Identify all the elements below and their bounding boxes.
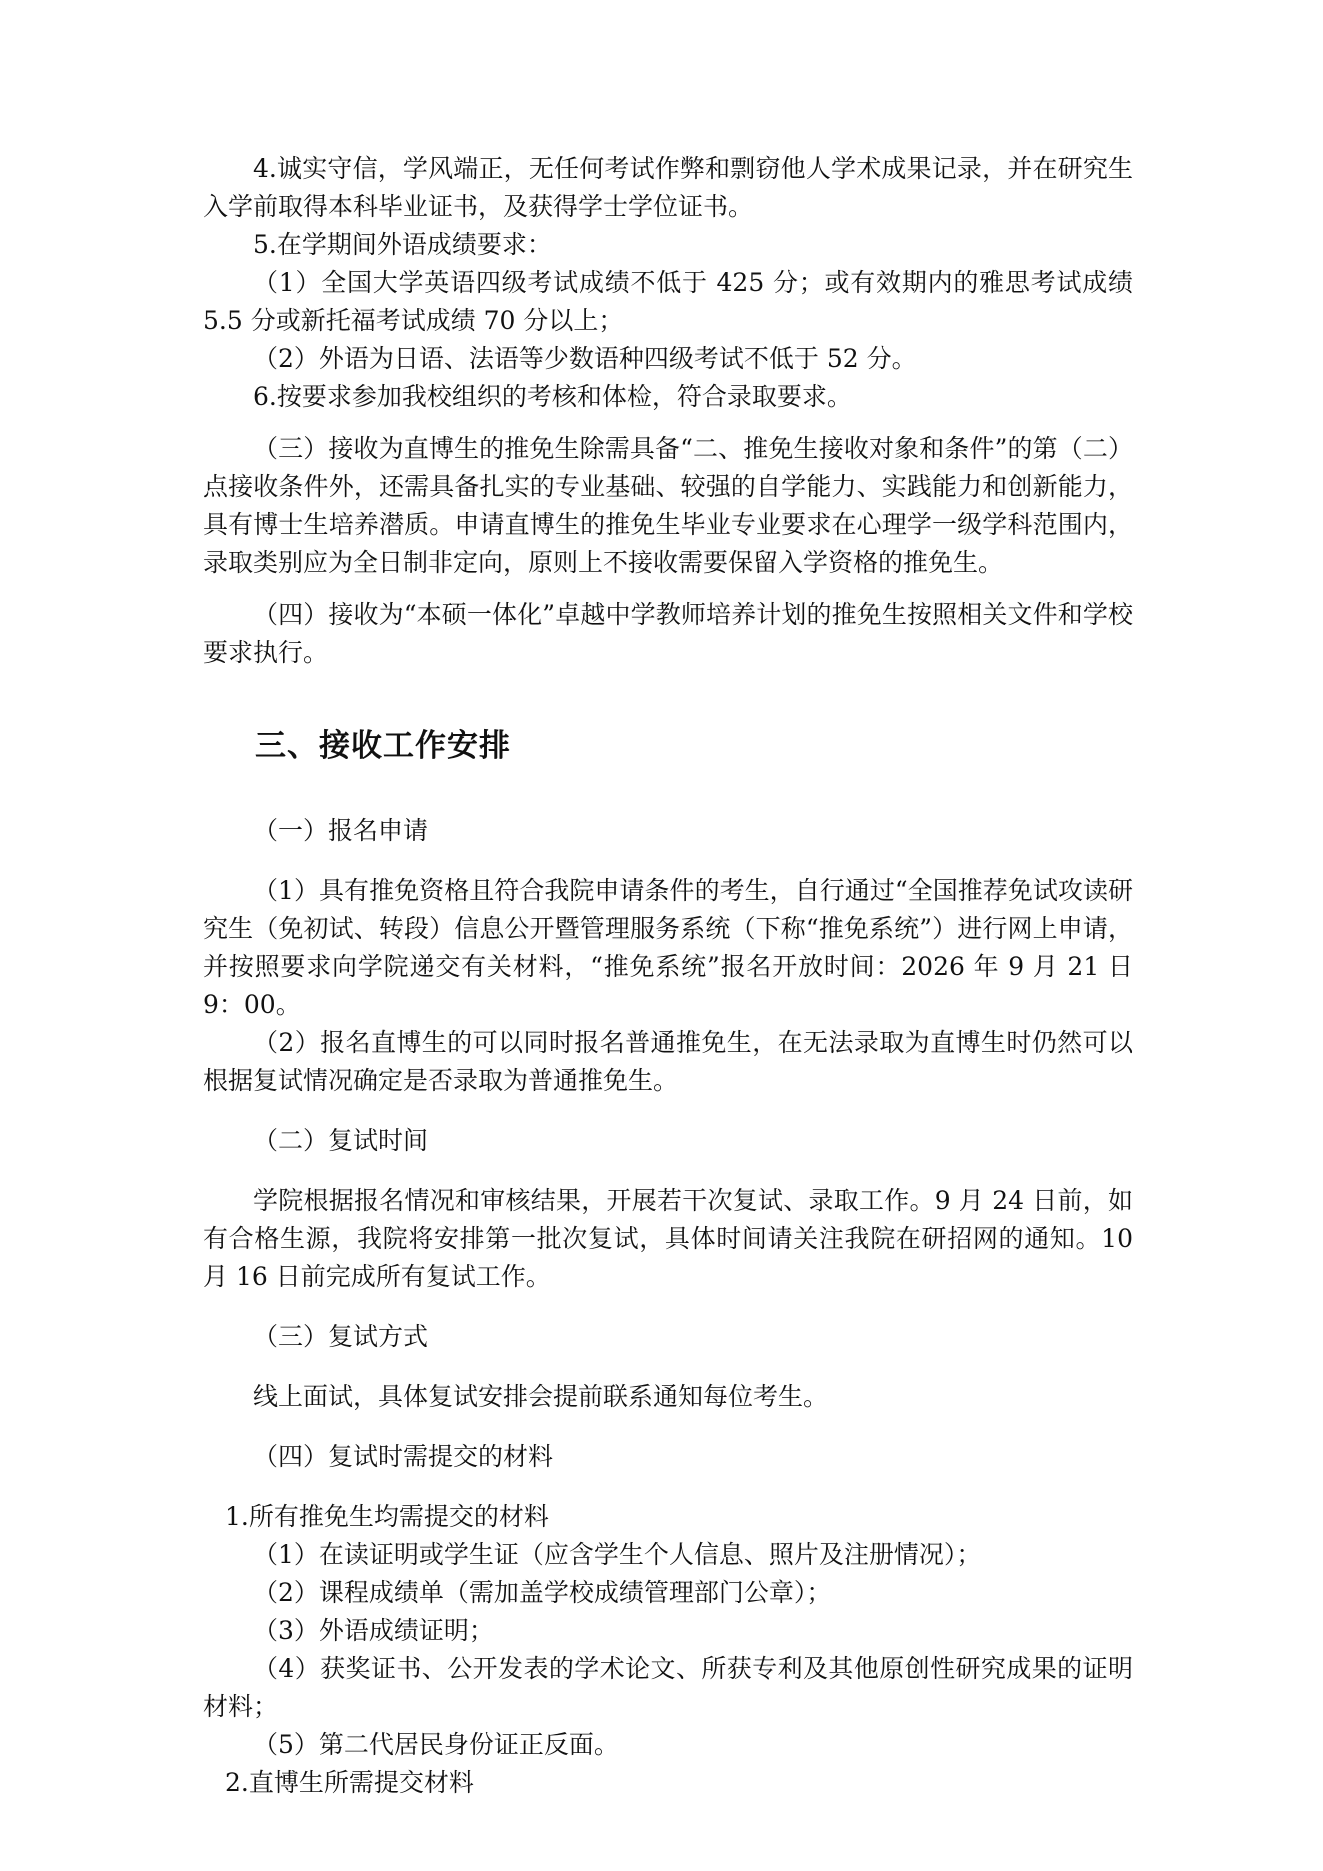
materials-phd-title: 2.直博生所需提交材料 [225, 1768, 474, 1797]
application-paragraph-1: （1）具有推免资格且符合我院申请条件的考生，自行通过“全国推荐免试攻读研究生（免初试、转段）信息公开暨管理服务系统（下称“推免系统”）进行网上申请，并按照要求向学院递交有关材料，“推免系统”报名开放时间：2026 年 9 月 21 日 9：00。 [203, 876, 1133, 1019]
teacher-program-paragraph: （四）接收为“本硕一体化”卓越中学教师培养计划的推免生按照相关文件和学校要求执行。 [203, 600, 1133, 667]
materials-item-1: （1）在读证明或学生证（应含学生个人信息、照片及注册情况）； [253, 1540, 982, 1569]
subsection-materials: （四）复试时需提交的材料 [253, 1442, 554, 1471]
requirement-assessment: 6.按要求参加我校组织的考核和体检，符合录取要求。 [253, 382, 852, 411]
document-body [203, 150, 1133, 1802]
interview-time-paragraph: 学院根据报名情况和审核结果，开展若干次复试、录取工作。9 月 24 日前，如有合格生源，我院将安排第一批次复试，具体时间请关注我院在研招网的通知。10 月 16 日前完成所有复试工作。 [203, 1186, 1133, 1291]
interview-method-paragraph: 线上面试，具体复试安排会提前联系通知每位考生。 [253, 1382, 829, 1411]
subsection-application: （一）报名申请 [253, 816, 429, 845]
materials-item-3: （3）外语成绩证明； [253, 1616, 494, 1645]
subsection-interview-method: （三）复试方式 [253, 1322, 429, 1351]
materials-item-5: （5）第二代居民身份证正反面。 [253, 1730, 619, 1759]
subsection-interview-time: （二）复试时间 [253, 1126, 429, 1155]
requirement-language-item-2: （2）外语为日语、法语等少数语种四级考试不低于 52 分。 [253, 344, 917, 373]
materials-general-title: 1.所有推免生均需提交的材料 [225, 1502, 549, 1531]
section-heading: 三、接收工作安排 [255, 728, 511, 764]
requirement-language-title: 5.在学期间外语成绩要求： [253, 230, 552, 259]
requirement-language-item-1: （1）全国大学英语四级考试成绩不低于 425 分；或有效期内的雅思考试成绩 5.5 分或新托福考试成绩 70 分以上； [203, 268, 1133, 335]
materials-item-4: （4）获奖证书、公开发表的学术论文、所获专利及其他原创性研究成果的证明材料； [203, 1654, 1133, 1721]
application-paragraph-2: （2）报名直博生的可以同时报名普通推免生，在无法录取为直博生时仍然可以根据复试情况确定是否录取为普通推免生。 [203, 1028, 1133, 1095]
requirement-integrity: 4.诚实守信，学风端正，无任何考试作弊和剽窃他人学术成果记录，并在研究生入学前取得本科毕业证书，及获得学士学位证书。 [203, 154, 1133, 221]
direct-phd-paragraph: （三）接收为直博生的推免生除需具备“二、推免生接收对象和条件”的第（二）点接收条件外，还需具备扎实的专业基础、较强的自学能力、实践能力和创新能力，具有博士生培养潜质。申请直博生的推免生毕业专业要求在心理学一级学科范围内，录取类别应为全日制非定向，原则上不接收需要保留入学资格的推免生。 [203, 434, 1133, 577]
materials-item-2: （2）课程成绩单（需加盖学校成绩管理部门公章）； [253, 1578, 832, 1607]
